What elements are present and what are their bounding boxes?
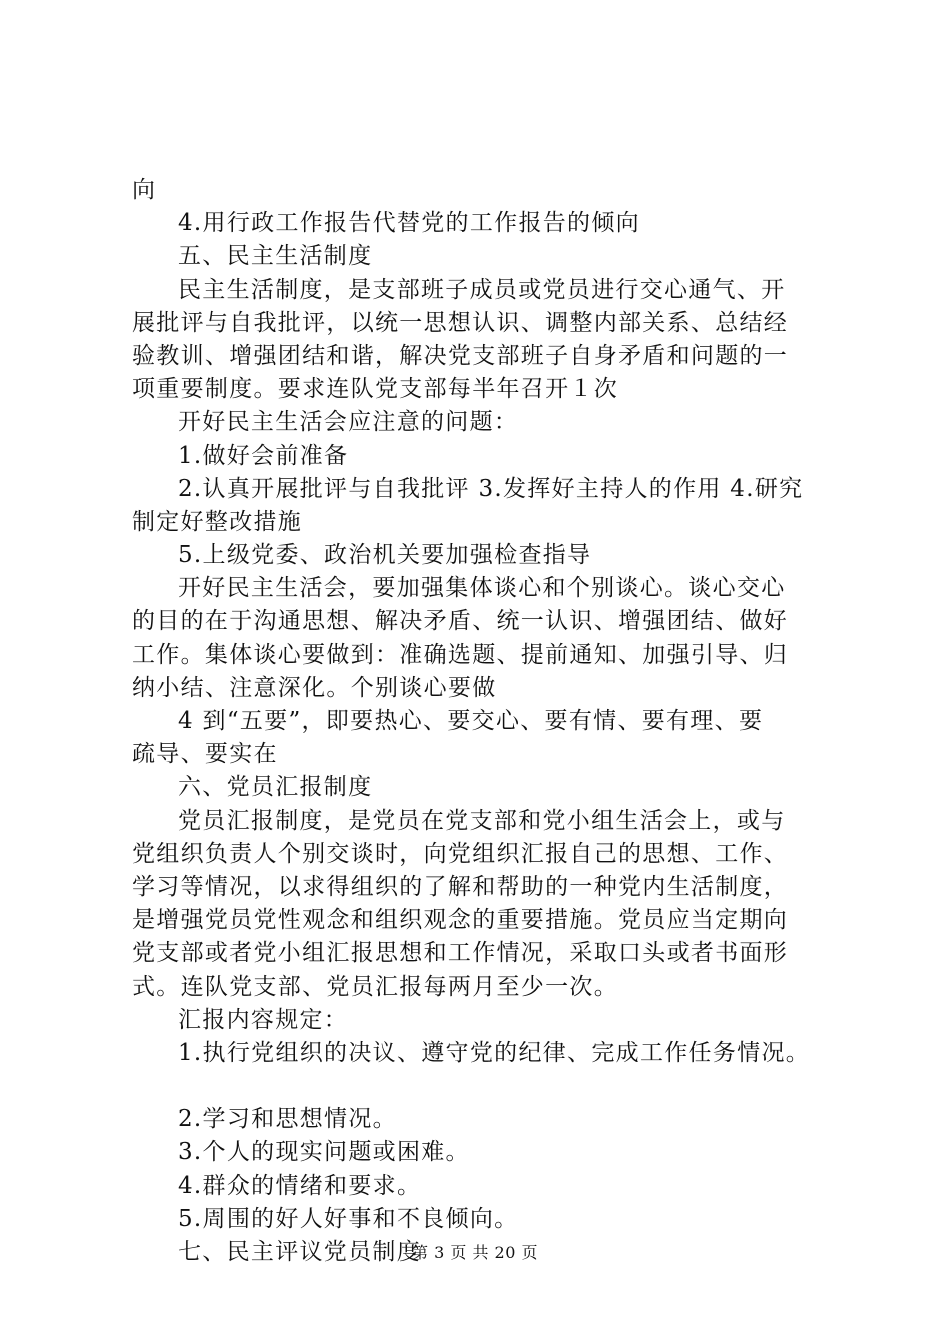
paragraph-line: 展批评与自我批评，以统一思想认识、调整内部关系、总结经 [132,309,789,336]
paragraph-line: 学习等情况，以求得组织的了解和帮助的一种党内生活制度， [132,873,789,900]
list-item: 2.认真开展批评与自我批评 3.发挥好主持人的作用 4.研究 [178,475,804,502]
paragraph-line: 党员汇报制度，是党员在党支部和党小组生活会上，或与 [178,807,786,834]
paragraph-line: 4 到“五要”，即要热心、要交心、要有情、要有理、要 [178,708,764,734]
list-item-continuation: 制定好整改措施 [132,508,303,535]
paragraph-line: 党支部或者党小组汇报思想和工作情况，采取口头或者书面形 [132,940,789,967]
paragraph-line: 汇报内容规定： [178,1006,349,1033]
section-heading: 七、民主评议党员制度 [178,1239,421,1265]
paragraph-line: 民主生活制度，是支部班子成员或党员进行交心通气、开 [178,276,786,303]
paragraph-line: 是增强党员党性观念和组织观念的重要措施。党员应当定期向 [132,907,789,934]
list-item: 1.执行党组织的决议、遵守党的纪律、完成工作任务情况。 [178,1039,811,1066]
paragraph-line: 验教训、增强团结和谐，解决党支部班子自身矛盾和问题的一 [132,342,789,369]
paragraph-line: 疏导、要实在 [132,741,278,768]
paragraph-line: 纳小结、注意深化。个别谈心要做 [132,674,497,701]
paragraph-line: 的目的在于沟通思想、解决矛盾、统一认识、增强团结、做好 [132,608,789,635]
list-item: 1.做好会前准备 [178,442,349,469]
list-item: 3.个人的现实问题或困难。 [178,1139,470,1166]
paragraph-line: 式。连队党支部、党员汇报每两月至少一次。 [132,973,618,1000]
list-item: 4.群众的情绪和要求。 [178,1172,422,1199]
document-body [132,174,832,1269]
paragraph-line: 项重要制度。要求连队党支部每半年召开１次 [132,376,618,403]
list-item: 4.用行政工作报告代替党的工作报告的倾向 [178,210,640,237]
paragraph-line: 开好民主生活会，要加强集体谈心和个别谈心。谈心交心 [178,575,786,602]
paragraph-line: 开好民主生活会应注意的问题： [178,409,519,436]
list-item: 2.学习和思想情况。 [178,1106,397,1133]
list-item: 5.周围的好人好事和不良倾向。 [178,1205,519,1232]
section-heading: 五、民主生活制度 [178,243,373,270]
paragraph-line: 党组织负责人个别交谈时，向党组织汇报自己的思想、工作、 [132,840,789,867]
section-heading: 六、党员汇报制度 [178,774,373,801]
list-item: 5.上级党委、政治机关要加强检查指导 [178,542,592,569]
blank-line [132,1070,832,1103]
paragraph-line: 工作。集体谈心要做到：准确选题、提前通知、加强引导、归 [132,641,789,668]
page-footer: 第 3 页 共 20 页 [412,1243,538,1262]
text-line: 向 [132,177,157,203]
